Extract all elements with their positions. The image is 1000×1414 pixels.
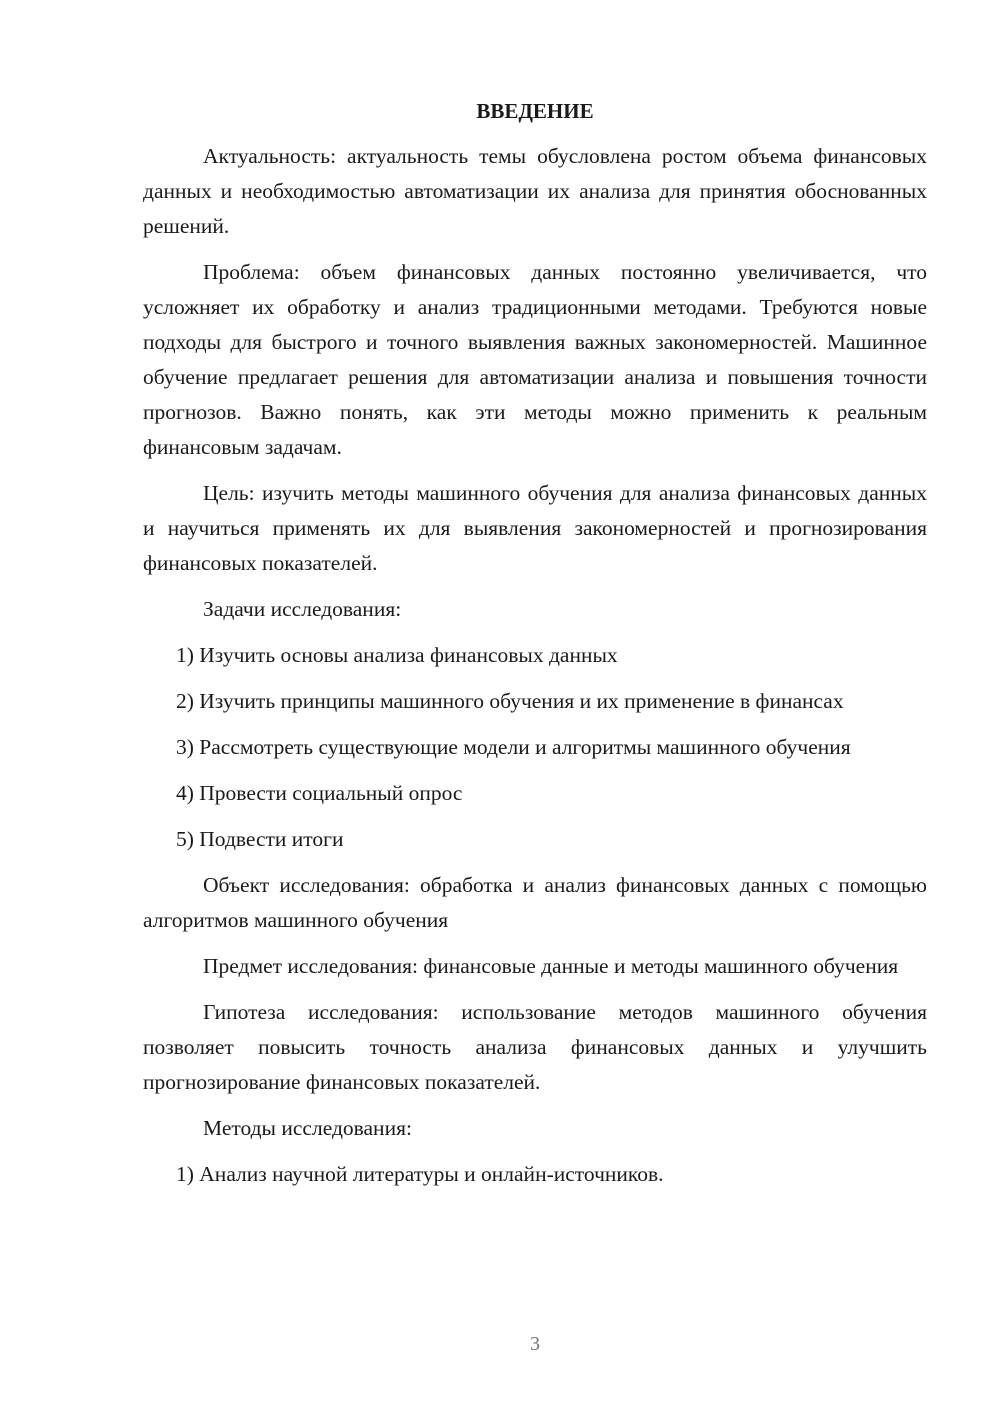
task-item-3: 3) Рассмотреть существующие модели и алгоритмы машинного обучения bbox=[176, 735, 851, 759]
section-title: ВВЕДЕНИЕ bbox=[476, 99, 594, 123]
task-item-5: 5) Подвести итоги bbox=[176, 827, 344, 851]
paragraph-subject: Предмет исследования: финансовые данные и методы машинного обучения bbox=[203, 954, 899, 978]
document-page bbox=[143, 95, 927, 1203]
page-number: 3 bbox=[530, 1333, 540, 1355]
method-item-1: 1) Анализ научной литературы и онлайн-источников. bbox=[176, 1162, 664, 1186]
tasks-heading: Задачи исследования: bbox=[203, 597, 402, 621]
paragraph-relevance: Актуальность: актуальность темы обусловлена ростом объема финансовых данных и необходимостью автоматизации их анализа для принятия обоснованных решений. bbox=[143, 144, 927, 238]
methods-heading: Методы исследования: bbox=[203, 1116, 412, 1140]
task-item-1: 1) Изучить основы анализа финансовых данных bbox=[176, 643, 618, 667]
paragraph-goal: Цель: изучить методы машинного обучения для анализа финансовых данных и научиться применять их для выявления закономерностей и прогнозирования финансовых показателей. bbox=[143, 481, 927, 575]
paragraph-problem: Проблема: объем финансовых данных постоянно увеличивается, что усложняет их обработку и анализ традиционными методами. Требуются новые подходы для быстрого и точного выявления важных закономерностей. Машинное обучение предлагает решения для автоматизации анализа и повышения точности прогнозов. Важно понять, как эти методы можно применить к реальным финансовым задачам. bbox=[143, 260, 927, 459]
paragraph-object: Объект исследования: обработка и анализ финансовых данных с помощью алгоритмов машинного обучения bbox=[143, 873, 927, 932]
task-item-4: 4) Провести социальный опрос bbox=[176, 781, 463, 805]
paragraph-hypothesis: Гипотеза исследования: использование методов машинного обучения позволяет повысить точность анализа финансовых данных и улучшить прогнозирование финансовых показателей. bbox=[143, 1000, 927, 1094]
task-item-2: 2) Изучить принципы машинного обучения и их применение в финансах bbox=[176, 689, 844, 713]
